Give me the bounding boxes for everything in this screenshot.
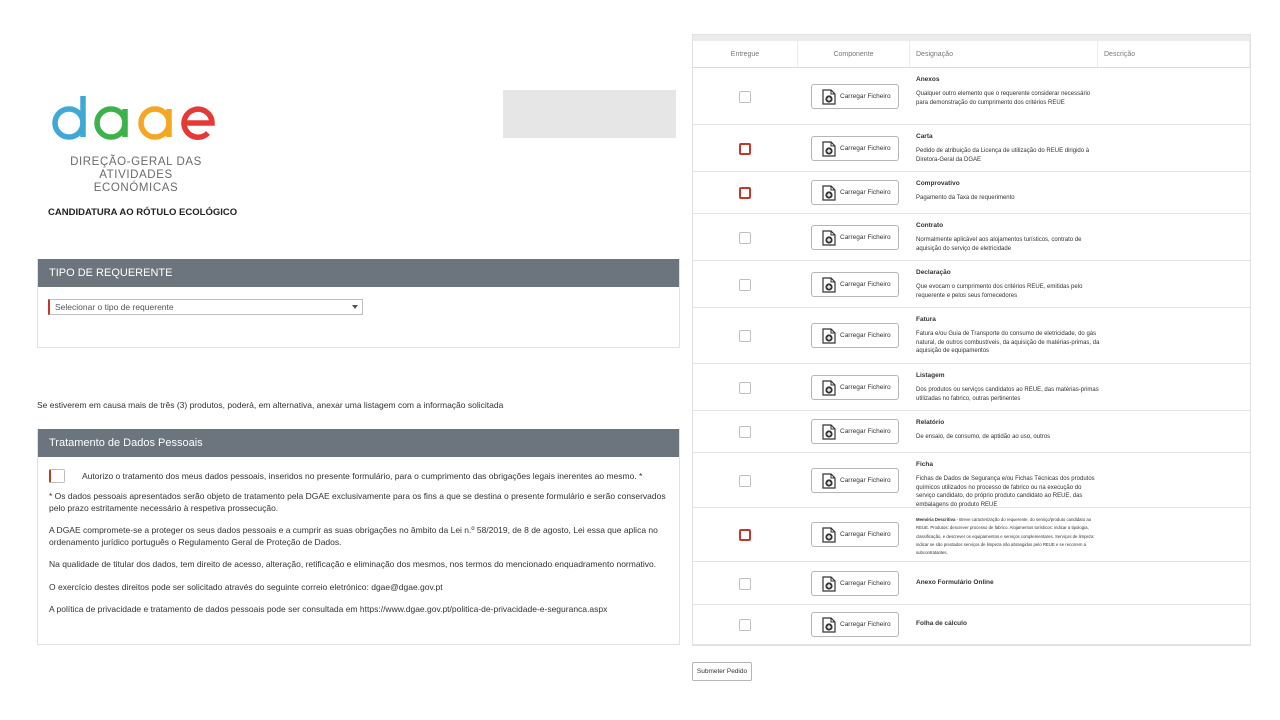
document-description: De ensaio, de consumo, de aptidão ao uso, outros (916, 433, 1051, 440)
upload-file-button[interactable] (811, 136, 899, 161)
document-title: Declaração (916, 269, 951, 276)
requerente-select[interactable] (48, 299, 363, 315)
col-designacao: Designação (910, 41, 1098, 67)
entregue-checkbox[interactable] (739, 619, 751, 631)
file-upload-icon (822, 277, 836, 293)
upload-file-button[interactable] (811, 612, 899, 637)
designacao-cell (916, 180, 1101, 203)
placeholder-banner (503, 90, 676, 138)
upload-file-label: Carregar Ficheiro (840, 383, 891, 391)
entregue-checkbox[interactable] (739, 475, 751, 487)
upload-file-button[interactable] (811, 272, 899, 297)
table-row (693, 411, 1250, 453)
upload-file-label: Carregar Ficheiro (840, 531, 891, 538)
document-description: Normalmente aplicável aos alojamentos turísticos, contrato de aquisição do serviço de eletricidade (916, 236, 1082, 252)
gdpr-paragraph-3: Na qualidade de titular dos dados, tem direito de acesso, alteração, retificação e eliminação dos mesmos, nos termos do mencionado enquadramento normativo. (49, 559, 657, 569)
gdpr-panel (37, 429, 680, 645)
document-title: Contrato (916, 222, 944, 229)
entregue-checkbox[interactable] (739, 426, 751, 438)
table-row (693, 68, 1250, 125)
gdpr-heading: Tratamento de Dados Pessoais (38, 429, 679, 457)
designacao-cell (916, 579, 1101, 588)
logo-subtitle-line2: ATIVIDADES ECONÓMICAS (93, 169, 179, 194)
chevron-down-icon (352, 305, 358, 309)
file-upload-icon (822, 141, 836, 157)
table-row (693, 508, 1250, 562)
table-row (693, 453, 1250, 508)
dgae-logo-mark (50, 92, 220, 148)
upload-file-label: Carregar Ficheiro (840, 332, 891, 339)
file-upload-icon (822, 230, 836, 246)
upload-file-button[interactable] (811, 375, 899, 400)
designacao-cell (916, 76, 1101, 107)
document-title: Memória Descritiva (916, 517, 956, 522)
designacao-cell (916, 461, 1101, 510)
upload-file-label: Carregar Ficheiro (840, 476, 891, 484)
document-title: Anexos (916, 76, 940, 83)
designacao-cell (916, 372, 1101, 403)
documents-table (692, 34, 1251, 646)
upload-file-label: Carregar Ficheiro (840, 280, 891, 288)
document-description: Fichas de Dados de Segurança e/ou Fichas Técnicas dos produtos químicos utilizados no processo de fabrico ou na execução do serviço candidato, do próprio produto candidato ao REUE, das embalagens do produto REUE (916, 475, 1095, 509)
document-title: Ficha (916, 461, 933, 468)
upload-file-button[interactable] (811, 84, 899, 109)
entregue-checkbox[interactable] (739, 187, 751, 199)
upload-file-button[interactable] (811, 225, 899, 250)
document-description: Qualquer outro elemento que o requerente considerar necessário para demonstração do cumprimento dos critérios REUE (916, 90, 1091, 106)
entregue-checkbox[interactable] (739, 279, 751, 291)
file-upload-icon (822, 473, 836, 489)
upload-file-label: Carregar Ficheiro (840, 92, 891, 100)
consent-label: Autorizo o tratamento dos meus dados pessoais, inseridos no presente formulário, para o cumprimento das obrigações legais inerentes ao mesmo. * (82, 471, 643, 481)
file-upload-icon (822, 185, 836, 201)
requerente-panel (37, 259, 680, 348)
upload-file-label: Carregar Ficheiro (840, 621, 891, 628)
gdpr-paragraph-2: A DGAE compromete-se a proteger os seus dados pessoais e a cumprir as suas obrigações no âmbito da Lei n.º 58/2019, de 8 de agosto, Lei essa que aplica no ordenamento jurídico português o Regulamento Geral de Proteção de Dados. (49, 525, 658, 547)
table-header (693, 41, 1250, 68)
file-upload-icon (822, 328, 836, 344)
document-title: Comprovativo (916, 180, 960, 187)
upload-file-button[interactable] (811, 323, 899, 348)
upload-file-button[interactable] (811, 522, 899, 547)
file-upload-icon (822, 527, 836, 543)
upload-file-button[interactable] (811, 571, 899, 596)
document-description: Que evocam o cumprimento dos critérios REUE, emitidas pelo requerente e pelos seus fornecedores (916, 283, 1083, 299)
table-row (693, 214, 1250, 261)
gdpr-paragraph-5: A política de privacidade e tratamento de dados pessoais pode ser consultada em https://www.dgae.gov.pt/politica-de-privacidade-e-seguranca.aspx (49, 604, 608, 614)
col-componente: Componente (798, 41, 910, 67)
designacao-cell (916, 316, 1101, 356)
table-row (693, 125, 1250, 172)
page-title: CANDIDATURA AO RÓTULO ECOLÓGICO (48, 207, 238, 218)
requerente-heading: TIPO DE REQUERENTE (38, 259, 679, 287)
entregue-checkbox[interactable] (739, 330, 751, 342)
products-note: Se estiverem em causa mais de três (3) produtos, poderá, em alternativa, anexar uma listagem com a informação solicitada (37, 400, 504, 410)
upload-file-label: Carregar Ficheiro (840, 579, 891, 587)
upload-file-label: Carregar Ficheiro (840, 428, 891, 435)
file-upload-icon (822, 424, 836, 440)
requerente-select-value: Selecionar o tipo de requerente (55, 302, 174, 312)
entregue-checkbox[interactable] (739, 382, 751, 394)
upload-file-button[interactable] (811, 180, 899, 205)
table-row (693, 308, 1250, 364)
document-title: Listagem (916, 372, 945, 379)
designacao-cell (916, 133, 1101, 164)
upload-file-button[interactable] (811, 419, 899, 444)
submit-button[interactable]: Submeter Pedido (692, 662, 752, 681)
col-descricao: Descrição (1098, 41, 1250, 67)
consent-row (49, 469, 668, 491)
document-description: Pedido de atribuição da Licença de utilização do REUE dirigido à Diretora-Geral da DGAE (916, 147, 1090, 163)
file-upload-icon (822, 617, 836, 633)
document-title: Fatura (916, 316, 936, 323)
designacao-cell (916, 419, 1101, 442)
entregue-checkbox[interactable] (739, 143, 751, 155)
col-entregue: Entregue (693, 41, 798, 67)
upload-file-label: Carregar Ficheiro (840, 233, 891, 241)
document-description: - Breve caracterização do requerente, do serviço/produto candidato ao REUE. Produtos: descrever processo de fabrico. Alojamentos turísticos: indicar a tipologia, classificação, e descrever os equipamentos e serviços complementares. Serviços de limpeza: indicar se são prestados serviços de limpeza não abrangidos pelo REUE e se recorrem a subcontratantes. (916, 517, 1095, 556)
upload-file-label: Carregar Ficheiro (840, 144, 891, 152)
logo-subtitle (56, 156, 216, 195)
gdpr-paragraph-4: O exercício destes direitos pode ser solicitado através do seguinte correio eletrónico: dgae@dgae.gov.pt (49, 581, 443, 592)
entregue-checkbox[interactable] (739, 232, 751, 244)
document-description: Dos produtos ou serviços candidatos ao REUE, das matérias-primas utilizadas no fabrico, outras pertinentes (916, 386, 1099, 402)
document-description: Fatura e/ou Guia de Transporte do consumo de eletricidade, do gás natural, de outros combustíveis, da aquisição de matérias-primas, da aquisição de equipamentos (916, 330, 1100, 355)
document-title: Folha de cálculo (916, 620, 967, 627)
upload-file-button[interactable] (811, 468, 899, 493)
table-row (693, 261, 1250, 308)
entregue-checkbox[interactable] (739, 91, 751, 103)
gdpr-paragraph-1: * Os dados pessoais apresentados serão objeto de tratamento pela DGAE exclusivamente para os fins a que se destina o presente formulário e serão conservados pelo prazo estritamente necessário à respetiva prossecução. (49, 491, 666, 513)
file-upload-icon (822, 89, 836, 105)
upload-file-label: Carregar Ficheiro (840, 189, 891, 196)
table-row (693, 364, 1250, 411)
designacao-cell (916, 222, 1101, 253)
entregue-checkbox[interactable] (739, 529, 751, 541)
document-title: Carta (916, 133, 933, 140)
table-row (693, 562, 1250, 605)
designacao-cell (916, 269, 1101, 300)
entregue-checkbox[interactable] (739, 578, 751, 590)
file-upload-icon (822, 576, 836, 592)
document-title: Relatório (916, 419, 945, 426)
logo-subtitle-line1: DIREÇÃO-GERAL DAS (70, 156, 202, 168)
table-row (693, 605, 1250, 645)
table-row (693, 172, 1250, 214)
file-upload-icon (822, 380, 836, 396)
document-title: Anexo Formulário Online (916, 578, 994, 586)
designacao-cell (916, 620, 1101, 629)
designacao-cell (916, 516, 1101, 557)
consent-checkbox[interactable] (49, 469, 65, 483)
dgae-logo (50, 92, 220, 194)
document-description: Pagamento da Taxa de requerimento (916, 194, 1015, 201)
